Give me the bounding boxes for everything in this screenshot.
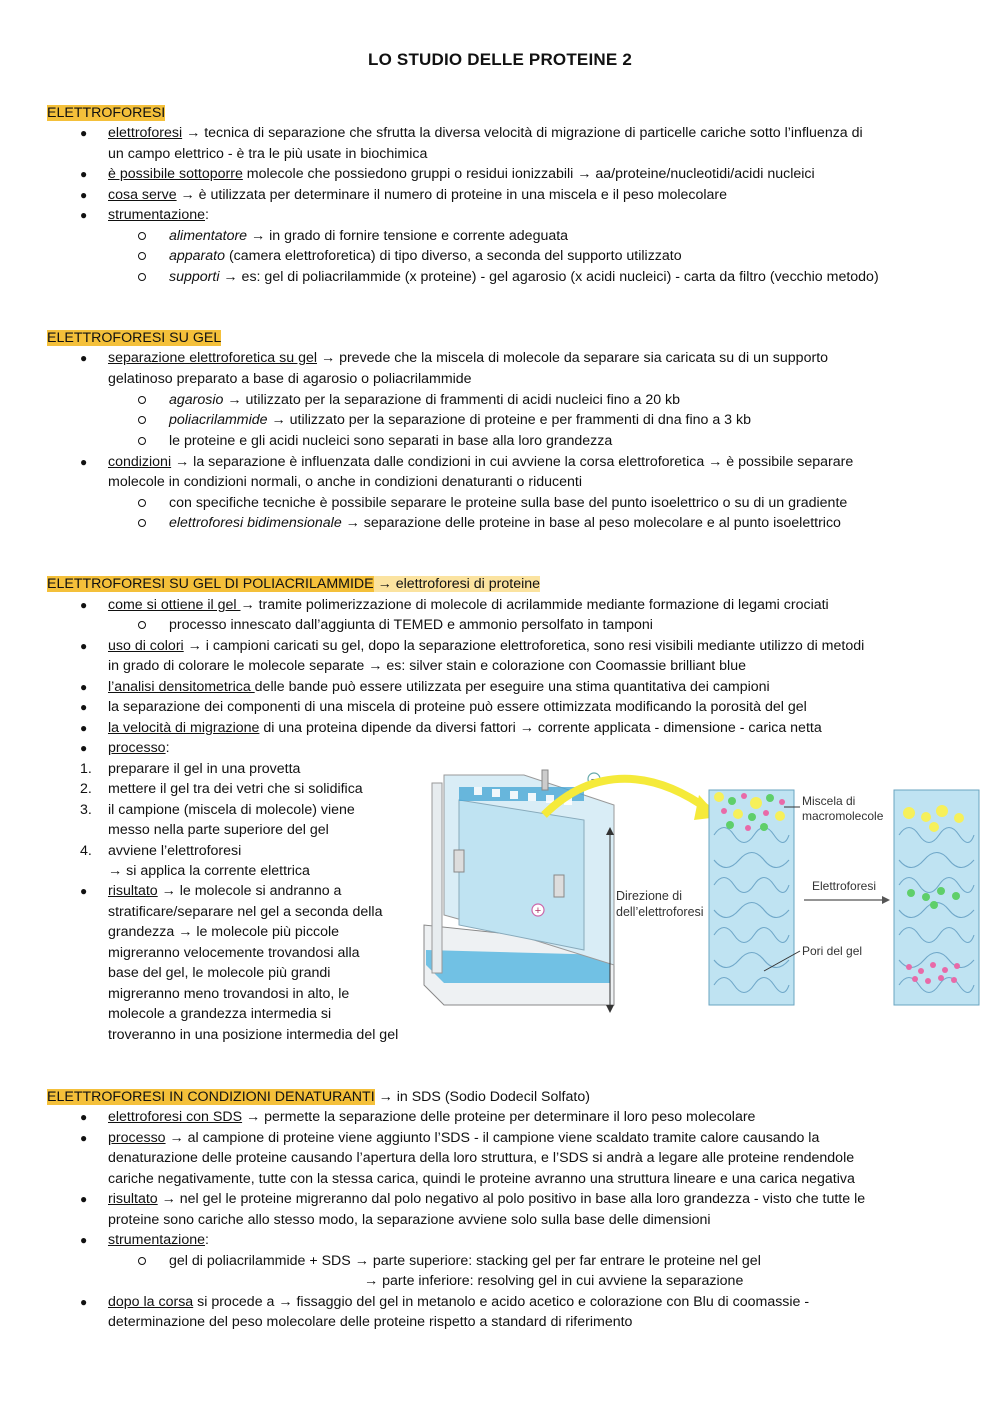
bullet-icon: ● xyxy=(80,1233,88,1247)
list-item: processo → al campione di proteine viene aggiunto l’SDS - il campione viene scaldato tramite calore causando la xyxy=(108,1130,820,1146)
step-text-continuation: messo nella parte superiore del gel xyxy=(108,822,329,838)
circle-bullet-icon xyxy=(138,519,146,527)
list-item: separazione elettroforetica su gel → prevede che la miscela di molecole da separare sia caricata su di un supporto xyxy=(108,350,829,366)
sub-list-item: le proteine e gli acidi nucleici sono separati in base alla loro grandezza xyxy=(169,433,613,449)
list-item-continuation: migreranno velocemente trovandosi alla xyxy=(108,945,360,961)
sub-list-item: processo innescato dall’aggiunta di TEMED e ammonio persolfato in tamponi xyxy=(169,617,653,633)
step-number: 1. xyxy=(80,761,92,777)
circle-bullet-icon xyxy=(138,621,146,629)
circle-bullet-icon xyxy=(138,252,146,260)
label-electrophoresis: Elettroforesi xyxy=(812,879,877,893)
list-item-continuation: troveranno in una posizione intermedia del gel xyxy=(108,1027,399,1043)
list-item-continuation: proteine sono cariche allo stesso modo, la separazione avviene solo sulla base delle dimensioni xyxy=(108,1212,711,1228)
bullet-icon: ● xyxy=(80,126,88,140)
bullet-icon: ● xyxy=(80,598,88,612)
electrophoresis-apparatus xyxy=(424,770,614,1013)
list-item: è possibile sottoporre molecole che possiedono gruppi o residui ionizzabili → aa/proteine/nucleotidi/acidi nucleici xyxy=(108,166,815,182)
bullet-icon: ● xyxy=(80,1192,88,1206)
list-item: come si ottiene il gel → tramite polimerizzazione di molecole di acrilammide mediante formazione di legami crociati xyxy=(108,597,829,613)
list-item-continuation: cariche negativamente, tutte con la stessa carica, quindi le proteine avranno una struttura lineare e una carica negativa xyxy=(108,1171,855,1187)
list-item-continuation: gelatinoso preparato a base di agarosio o poliacrilammide xyxy=(108,371,472,387)
label-direction-line2: dell’elettroforesi xyxy=(616,905,704,919)
circle-bullet-icon xyxy=(138,1257,146,1265)
bullet-icon: ● xyxy=(80,351,88,365)
circle-bullet-icon xyxy=(138,499,146,507)
list-item: risultato → le molecole si andranno a xyxy=(108,883,342,899)
list-item-continuation: grandezza → le molecole più piccole xyxy=(108,924,340,940)
bullet-icon: ● xyxy=(80,1110,88,1124)
step-number: 2. xyxy=(80,781,92,797)
page-title: LO STUDIO DELLE PROTEINE 2 xyxy=(367,50,632,69)
bullet-icon: ● xyxy=(80,721,88,735)
section-heading-poliacrilammide: ELETTROFORESI SU GEL DI POLIACRILAMMIDE → elettroforesi di proteine xyxy=(47,576,541,592)
section-heading-denaturanti: ELETTROFORESI IN CONDIZIONI DENATURANTI → in SDS (Sodio Dodecil Solfato) xyxy=(47,1089,590,1105)
list-item: strumentazione: xyxy=(108,1232,209,1248)
electrophoresis-figure xyxy=(414,765,984,1025)
minus-terminal-icon: − xyxy=(590,774,598,786)
list-item: elettroforesi con SDS → permette la separazione delle proteine per determinare il loro peso molecolare xyxy=(108,1109,756,1125)
bullet-icon: ● xyxy=(80,208,88,222)
label-pores: Pori del gel xyxy=(802,944,863,958)
circle-bullet-icon xyxy=(138,396,146,404)
circle-bullet-icon xyxy=(138,416,146,424)
section-heading-elettroforesi-su-gel: ELETTROFORESI SU GEL xyxy=(47,330,222,346)
list-item: risultato → nel gel le proteine migreranno dal polo negativo al polo positivo in base alla loro grandezza - visto che tutte le xyxy=(108,1191,866,1207)
bullet-icon: ● xyxy=(80,1131,88,1145)
sub-list-item: gel di poliacrilammide + SDS → parte superiore: stacking gel per far entrare le proteine nel gel xyxy=(169,1253,761,1269)
circle-bullet-icon xyxy=(138,437,146,445)
list-item-continuation: molecole a grandezza intermedia si xyxy=(108,1006,332,1022)
list-item-continuation: un campo elettrico - è tra le più usate in biochimica xyxy=(108,146,428,162)
list-item: cosa serve → è utilizzata per determinare il numero di proteine in una miscela e il peso molecolare xyxy=(108,187,728,203)
bullet-icon: ● xyxy=(80,741,88,755)
plus-terminal-icon: + xyxy=(534,905,542,917)
step-text: preparare il gel in una provetta xyxy=(108,761,301,777)
step-text-continuation: → si applica la corrente elettrica xyxy=(108,863,310,879)
list-item-continuation: migreranno meno trovandosi in alto, le xyxy=(108,986,350,1002)
list-item-continuation: stratificare/separare nel gel a seconda della xyxy=(108,904,383,920)
sub-list-item: agarosio → utilizzato per la separazione di frammenti di acidi nucleici fino a 20 kb xyxy=(169,392,681,408)
section-heading-elettroforesi: ELETTROFORESI xyxy=(47,105,166,121)
bullet-icon: ● xyxy=(80,455,88,469)
sub-list-item: alimentatore → in grado di fornire tensione e corrente adeguata xyxy=(169,228,569,244)
list-item-continuation: base del gel, le molecole più grandi xyxy=(108,965,331,981)
list-item: uso di colori → i campioni caricati su gel, dopo la separazione elettroforetica, sono resi visibili mediante utilizzo di metodi xyxy=(108,638,865,654)
bullet-icon: ● xyxy=(80,167,88,181)
bullet-icon: ● xyxy=(80,680,88,694)
gel-before-panel xyxy=(709,790,794,1005)
bullet-icon: ● xyxy=(80,1295,88,1309)
list-item-continuation: in grado di colorare le molecole separate → es: silver stain e colorazione con Coomassie brilliant blue xyxy=(108,658,746,674)
sub-list-item: supporti → es: gel di poliacrilammide (x proteine) - gel agarosio (x acidi nucleici) - carta da filtro (vecchio metodo) xyxy=(169,269,879,285)
sub-list-item: poliacrilammide → utilizzato per la separazione di proteine e per frammenti di dna fino a 3 kb xyxy=(169,412,751,428)
circle-bullet-icon xyxy=(138,273,146,281)
sub-list-item: apparato (camera elettroforetica) di tipo diverso, a seconda del supporto utilizzato xyxy=(169,248,682,264)
gel-after-panel xyxy=(894,790,979,1005)
sub-list-item-continuation: → parte inferiore: resolving gel in cui avviene la separazione xyxy=(364,1273,744,1289)
list-item: processo: xyxy=(108,740,170,756)
step-text: il campione (miscela di molecole) viene xyxy=(108,802,355,818)
list-item: la velocità di migrazione di una proteina dipende da diversi fattori → corrente applicata - dimensione - carica netta xyxy=(108,720,822,736)
list-item: strumentazione: xyxy=(108,207,209,223)
circle-bullet-icon xyxy=(138,232,146,240)
list-item: elettroforesi → tecnica di separazione che sfrutta la diversa velocità di migrazione di particelle cariche sotto l’influenza di xyxy=(108,125,863,141)
label-mix-line2: macromolecole xyxy=(802,809,884,823)
list-item: dopo la corsa si procede a → fissaggio del gel in metanolo e acido acetico e colorazione con Blu di coomassie - xyxy=(108,1294,810,1310)
list-item-continuation: determinazione del peso molecolare delle proteine rispetto a standard di riferimento xyxy=(108,1314,633,1330)
list-item: condizioni → la separazione è influenzata dalle condizioni in cui avviene la corsa elettroforetica → è possibile separare xyxy=(108,454,854,470)
label-mix-line1: Miscela di xyxy=(802,794,856,808)
bullet-icon: ● xyxy=(80,700,88,714)
sub-list-item: elettroforesi bidimensionale → separazione delle proteine in base al peso molecolare e al punto isoelettrico xyxy=(169,515,841,531)
bullet-icon: ● xyxy=(80,639,88,653)
list-item-continuation: denaturazione delle proteine causando l’apertura della loro struttura, e l’SDS si andrà a legare alle proteine rendendole xyxy=(108,1150,855,1166)
sub-list-item: con specifiche tecniche è possibile separare le proteine sulla base del punto isoelettrico o su di un gradiente xyxy=(169,495,848,511)
step-text: avviene l’elettroforesi xyxy=(108,843,242,859)
bullet-icon: ● xyxy=(80,884,88,898)
list-item-continuation: molecole in condizioni normali, o anche in condizioni denaturanti o riducenti xyxy=(108,474,582,490)
step-number: 4. xyxy=(80,843,92,859)
step-text: mettere il gel tra dei vetri che si solidifica xyxy=(108,781,363,797)
list-item: la separazione dei componenti di una miscela di proteine può essere ottimizzata modificando la porosità del gel xyxy=(108,699,807,715)
step-number: 3. xyxy=(80,802,92,818)
label-direction-line1: Direzione di xyxy=(616,889,683,903)
bullet-icon: ● xyxy=(80,188,88,202)
list-item: l’analisi densitometrica delle bande può essere utilizzata per eseguire una stima quantitativa dei campioni xyxy=(108,679,770,695)
